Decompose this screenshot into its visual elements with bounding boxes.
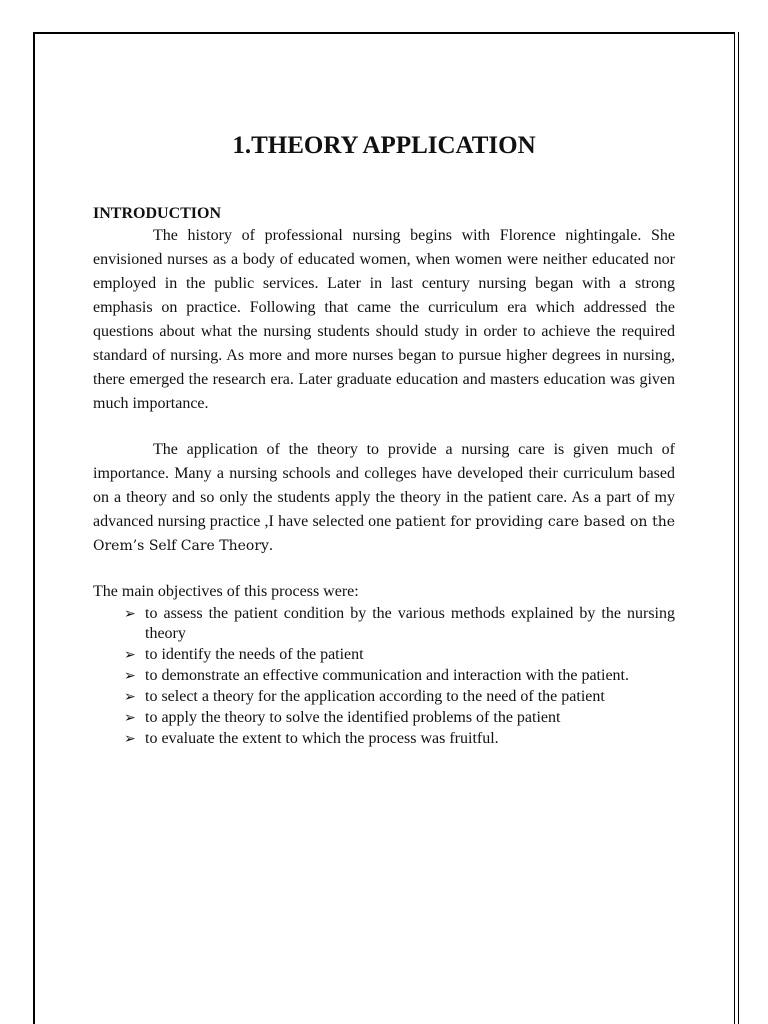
objective-text: to apply the theory to solve the identified problems of the patient — [145, 709, 561, 726]
document-title: 1.THEORY APPLICATION — [232, 132, 536, 159]
objective-item — [124, 666, 675, 686]
objective-text: to select a theory for the application according to the need of the patient — [145, 688, 605, 705]
objectives-list — [93, 604, 675, 749]
arrow-bullet-icon: ➢ — [124, 606, 136, 622]
section-heading-introduction: INTRODUCTION — [93, 205, 222, 222]
arrow-bullet-icon: ➢ — [124, 710, 136, 726]
objective-item — [124, 645, 675, 665]
arrow-bullet-icon: ➢ — [124, 668, 136, 684]
objective-text: to assess the patient condition by the various methods explained by the nursing theory — [145, 605, 675, 642]
arrow-bullet-icon: ➢ — [124, 647, 136, 663]
objective-item — [124, 604, 675, 644]
arrow-bullet-icon: ➢ — [124, 731, 136, 747]
objective-item — [124, 687, 675, 707]
page-border-right-double — [738, 32, 739, 1024]
objectives-intro: The main objectives of this process were: — [93, 583, 359, 600]
introduction-paragraph-2 — [93, 438, 675, 558]
objective-text: to demonstrate an effective communication and interaction with the patient. — [145, 667, 629, 684]
objective-text: to evaluate the extent to which the process was fruitful. — [145, 730, 499, 747]
introduction-paragraph-1: The history of professional nursing begins with Florence nightingale. She envisioned nurses as a body of educated women, when women were neither educated nor employed in the public services. Later in last century nursing began with a strong emphasis on practice. Following that came the curriculum era which addressed the questions about what the nursing students should study in order to achieve the required standard of nursing. As more and more nurses began to pursue higher degrees in nursing, there emerged the research era. Later graduate education and masters education was given much importance. — [93, 227, 675, 412]
paragraph-2-end: . — [268, 537, 273, 554]
arrow-bullet-icon: ➢ — [124, 689, 136, 705]
paragraph-2-text: The application of the theory to provide a nursing care is given much of importance. Many a nursing schools and colleges have developed their curriculum based on a theory and so only the students apply the theory in the patient care. As a part of my advanced nursing practice ,I have selected one — [93, 441, 675, 530]
objective-text: to identify the needs of the patient — [145, 646, 364, 663]
objective-item — [124, 729, 675, 749]
paragraph-2-emphasis: patient for providing care based on the Orem’s Self Care Theory — [93, 514, 676, 554]
objective-item — [124, 708, 675, 728]
page-content — [93, 128, 675, 750]
